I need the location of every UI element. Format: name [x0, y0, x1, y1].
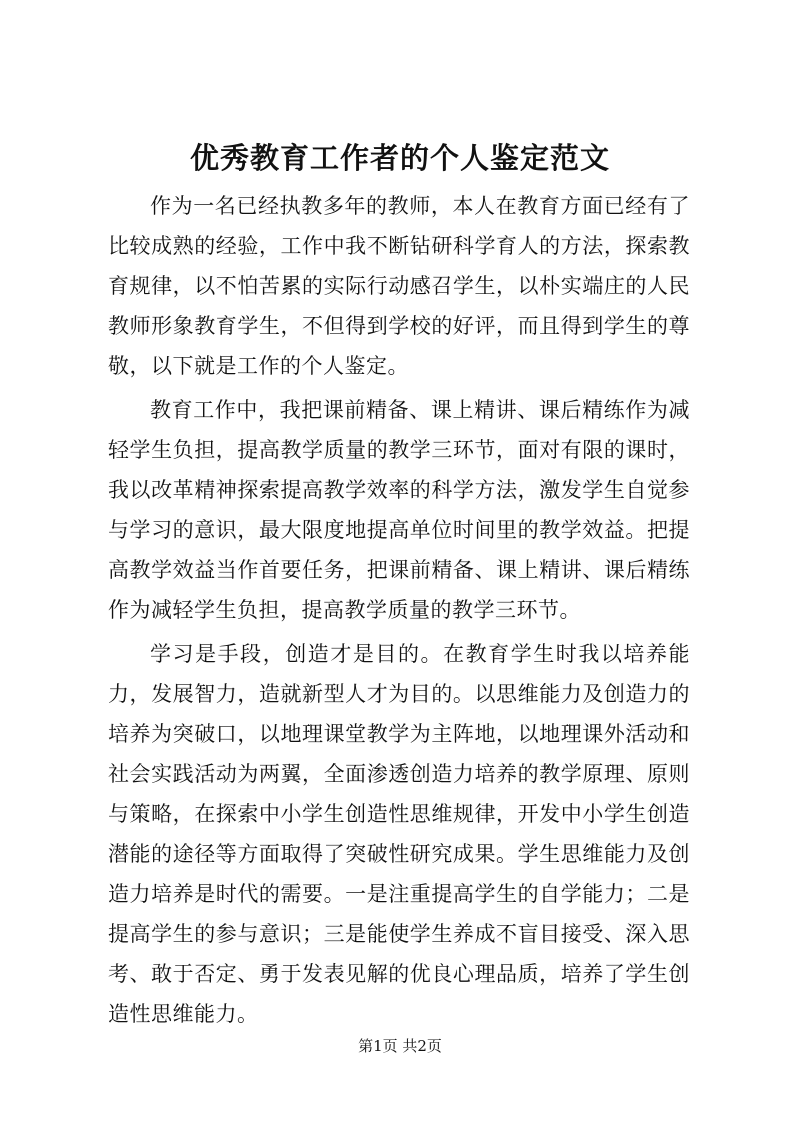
page-number-footer: 第1页 共2页 [358, 1037, 442, 1055]
document-title: 优秀教育工作者的个人鉴定范文 [189, 141, 610, 175]
paragraph-2: 教育工作中，我把课前精备、课上精讲、课后精练作为减轻学生负担，提高教学质量的教学三环节，面对有限的课时，我以改革精神探索提高教学效率的科学方法，激发学生自觉参与学习的意识，最大限度地提高单位时间里的教学效益。把提高教学效益当作首要任务，把课前精备、课上精讲、课后精练作为减轻学生负担，提高教学质量的教学三环节。 [108, 398, 690, 622]
document-body [108, 186, 690, 1038]
paragraph-3: 学习是手段，创造才是目的。在教育学生时我以培养能力，发展智力，造就新型人才为目的。以思维能力及创造力的培养为突破口，以地理课堂教学为主阵地，以地理课外活动和社会实践活动为两翼，全面渗透创造力培养的教学原理、原则与策略，在探索中小学生创造性思维规律，开发中小学生创造潜能的途径等方面取得了突破性研究成果。学生思维能力及创造力培养是时代的需要。一是注重提高学生的自学能力；二是提高学生的参与意识；三是能使学生养成不盲目接受、深入思考、敢于否定、勇于发表见解的优良心理品质，培养了学生创造性思维能力。 [108, 642, 690, 1026]
paragraph-1: 作为一名已经执教多年的教师，本人在教育方面已经有了比较成熟的经验，工作中我不断钻研科学育人的方法，探索教育规律，以不怕苦累的实际行动感召学生，以朴实端庄的人民教师形象教育学生，不但得到学校的好评，而且得到学生的尊敬，以下就是工作的个人鉴定。 [108, 194, 690, 378]
